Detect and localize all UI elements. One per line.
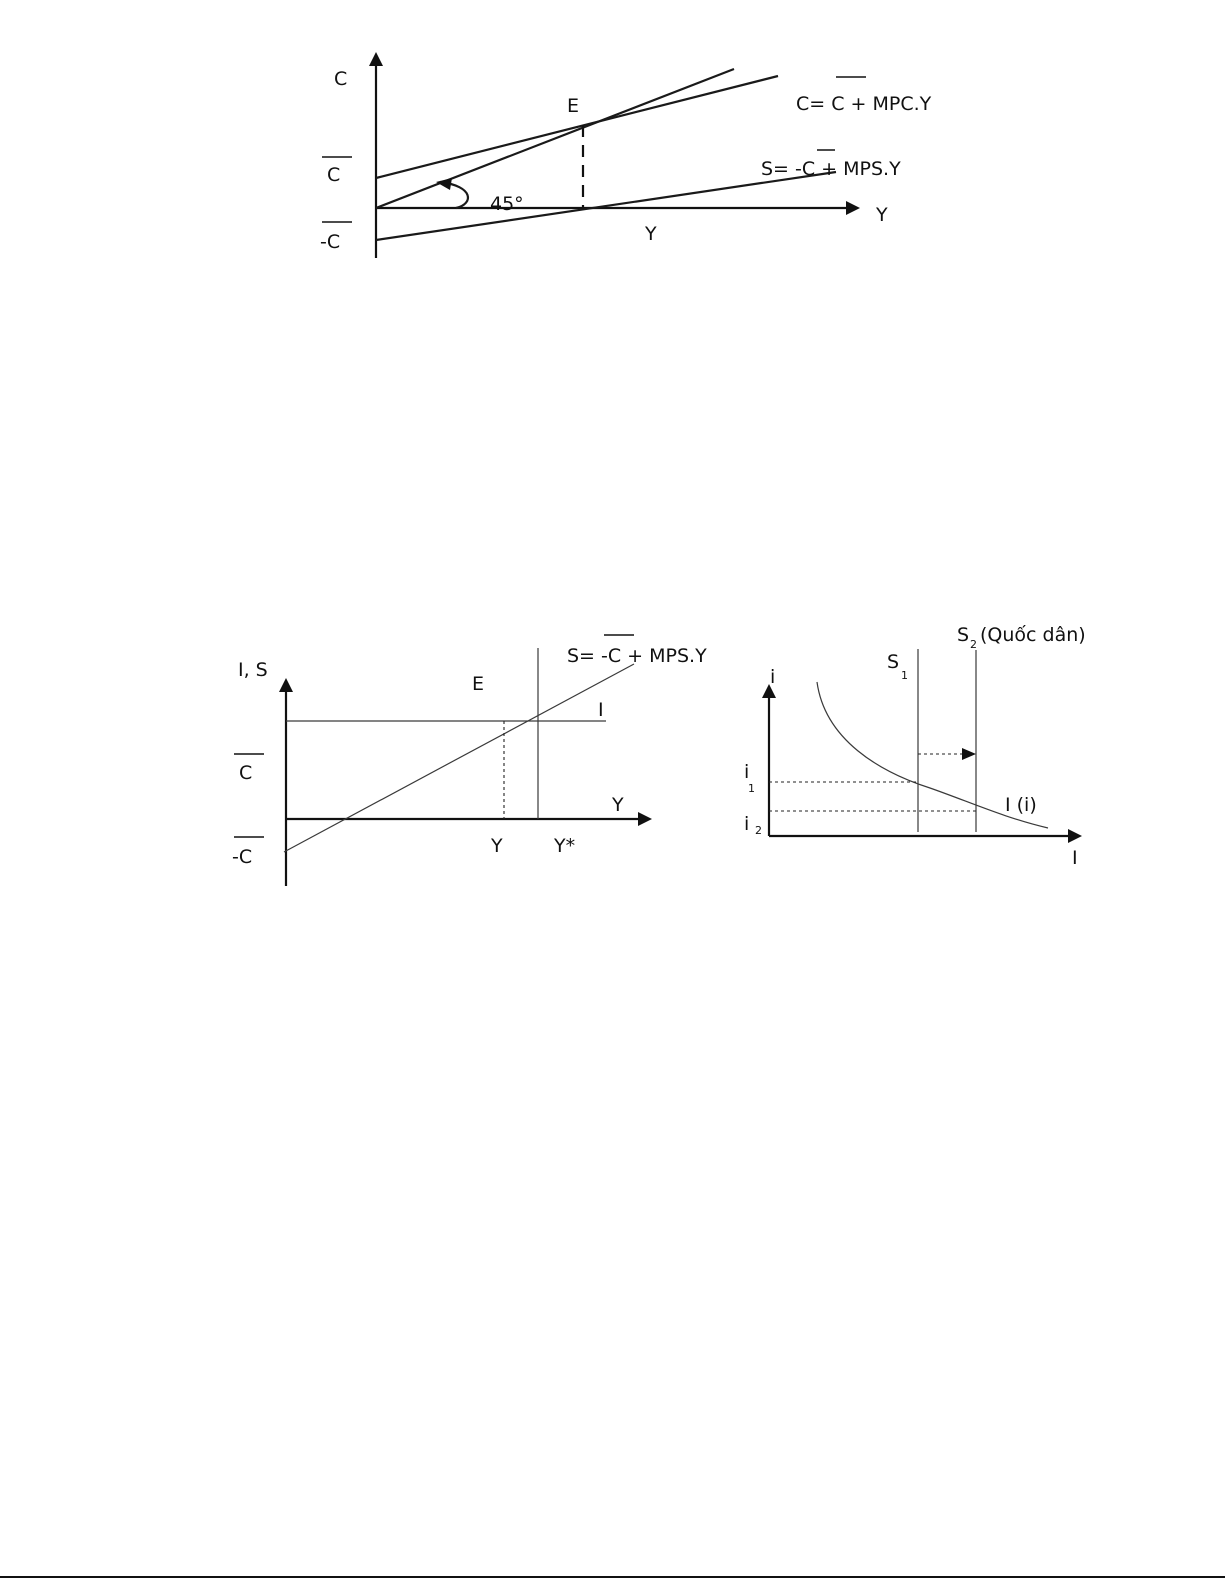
d2-equilibrium-point-label: E <box>472 673 485 695</box>
d2-saving-line <box>284 664 634 852</box>
diagram-consumption-saving <box>320 52 932 258</box>
d1-consumption-equation: C= C + MPC.Y <box>796 93 932 115</box>
d1-45-degree-line <box>376 69 734 208</box>
d3-x-axis-label: I <box>1072 847 1078 869</box>
d2-potential-income-label: Y* <box>554 835 576 857</box>
d1-income-label: Y <box>645 223 657 245</box>
d2-x-axis-label: Y <box>612 794 624 816</box>
d1-y-axis-label: C <box>334 68 348 90</box>
d3-shift-arrow-icon <box>962 748 976 760</box>
d3-x-axis-arrow-icon <box>1068 829 1082 843</box>
diagram-investment-saving <box>232 635 707 886</box>
d3-s1-subscript: 1 <box>901 669 908 682</box>
d2-income-label: Y <box>491 835 503 857</box>
d3-i1-label: i <box>744 761 750 783</box>
d1-x-axis-label: Y <box>876 204 888 226</box>
d3-s2-label: S <box>957 624 970 646</box>
d2-investment-label: I <box>598 699 604 721</box>
d3-y-axis-label: i <box>770 666 776 688</box>
d2-y-axis-label: I, S <box>238 659 268 681</box>
d3-i1-subscript: 1 <box>748 782 755 795</box>
d2-saving-equation: S= -C + MPS.Y <box>567 645 707 667</box>
d1-x-axis-arrow-icon <box>846 201 860 215</box>
d3-s1-label: S <box>887 651 900 673</box>
d2-y-axis-arrow-icon <box>279 678 293 692</box>
d3-s2-suffix: (Quốc dân) <box>980 624 1086 646</box>
d2-x-axis-arrow-icon <box>638 812 652 826</box>
d1-consumption-line <box>376 76 778 178</box>
d2-neg-cbar-label: -C <box>232 846 253 868</box>
d1-y-axis-arrow-icon <box>369 52 383 66</box>
d1-equilibrium-point-label: E <box>567 95 580 117</box>
d3-investment-curve-label: I (i) <box>1005 794 1037 816</box>
d2-cbar-label: C <box>239 762 253 784</box>
d1-cbar-label: C <box>327 164 341 186</box>
d1-saving-equation: S= -C + MPS.Y <box>761 158 901 180</box>
d1-neg-cbar-label: -C <box>320 231 341 253</box>
d3-i2-label: i <box>744 813 750 835</box>
d3-s2-subscript: 2 <box>970 638 977 651</box>
page-footer-rule <box>0 1576 1225 1578</box>
d3-i2-subscript: 2 <box>755 824 762 837</box>
diagram-loanable-funds <box>744 624 1086 869</box>
d1-angle-label: 45° <box>490 193 524 215</box>
